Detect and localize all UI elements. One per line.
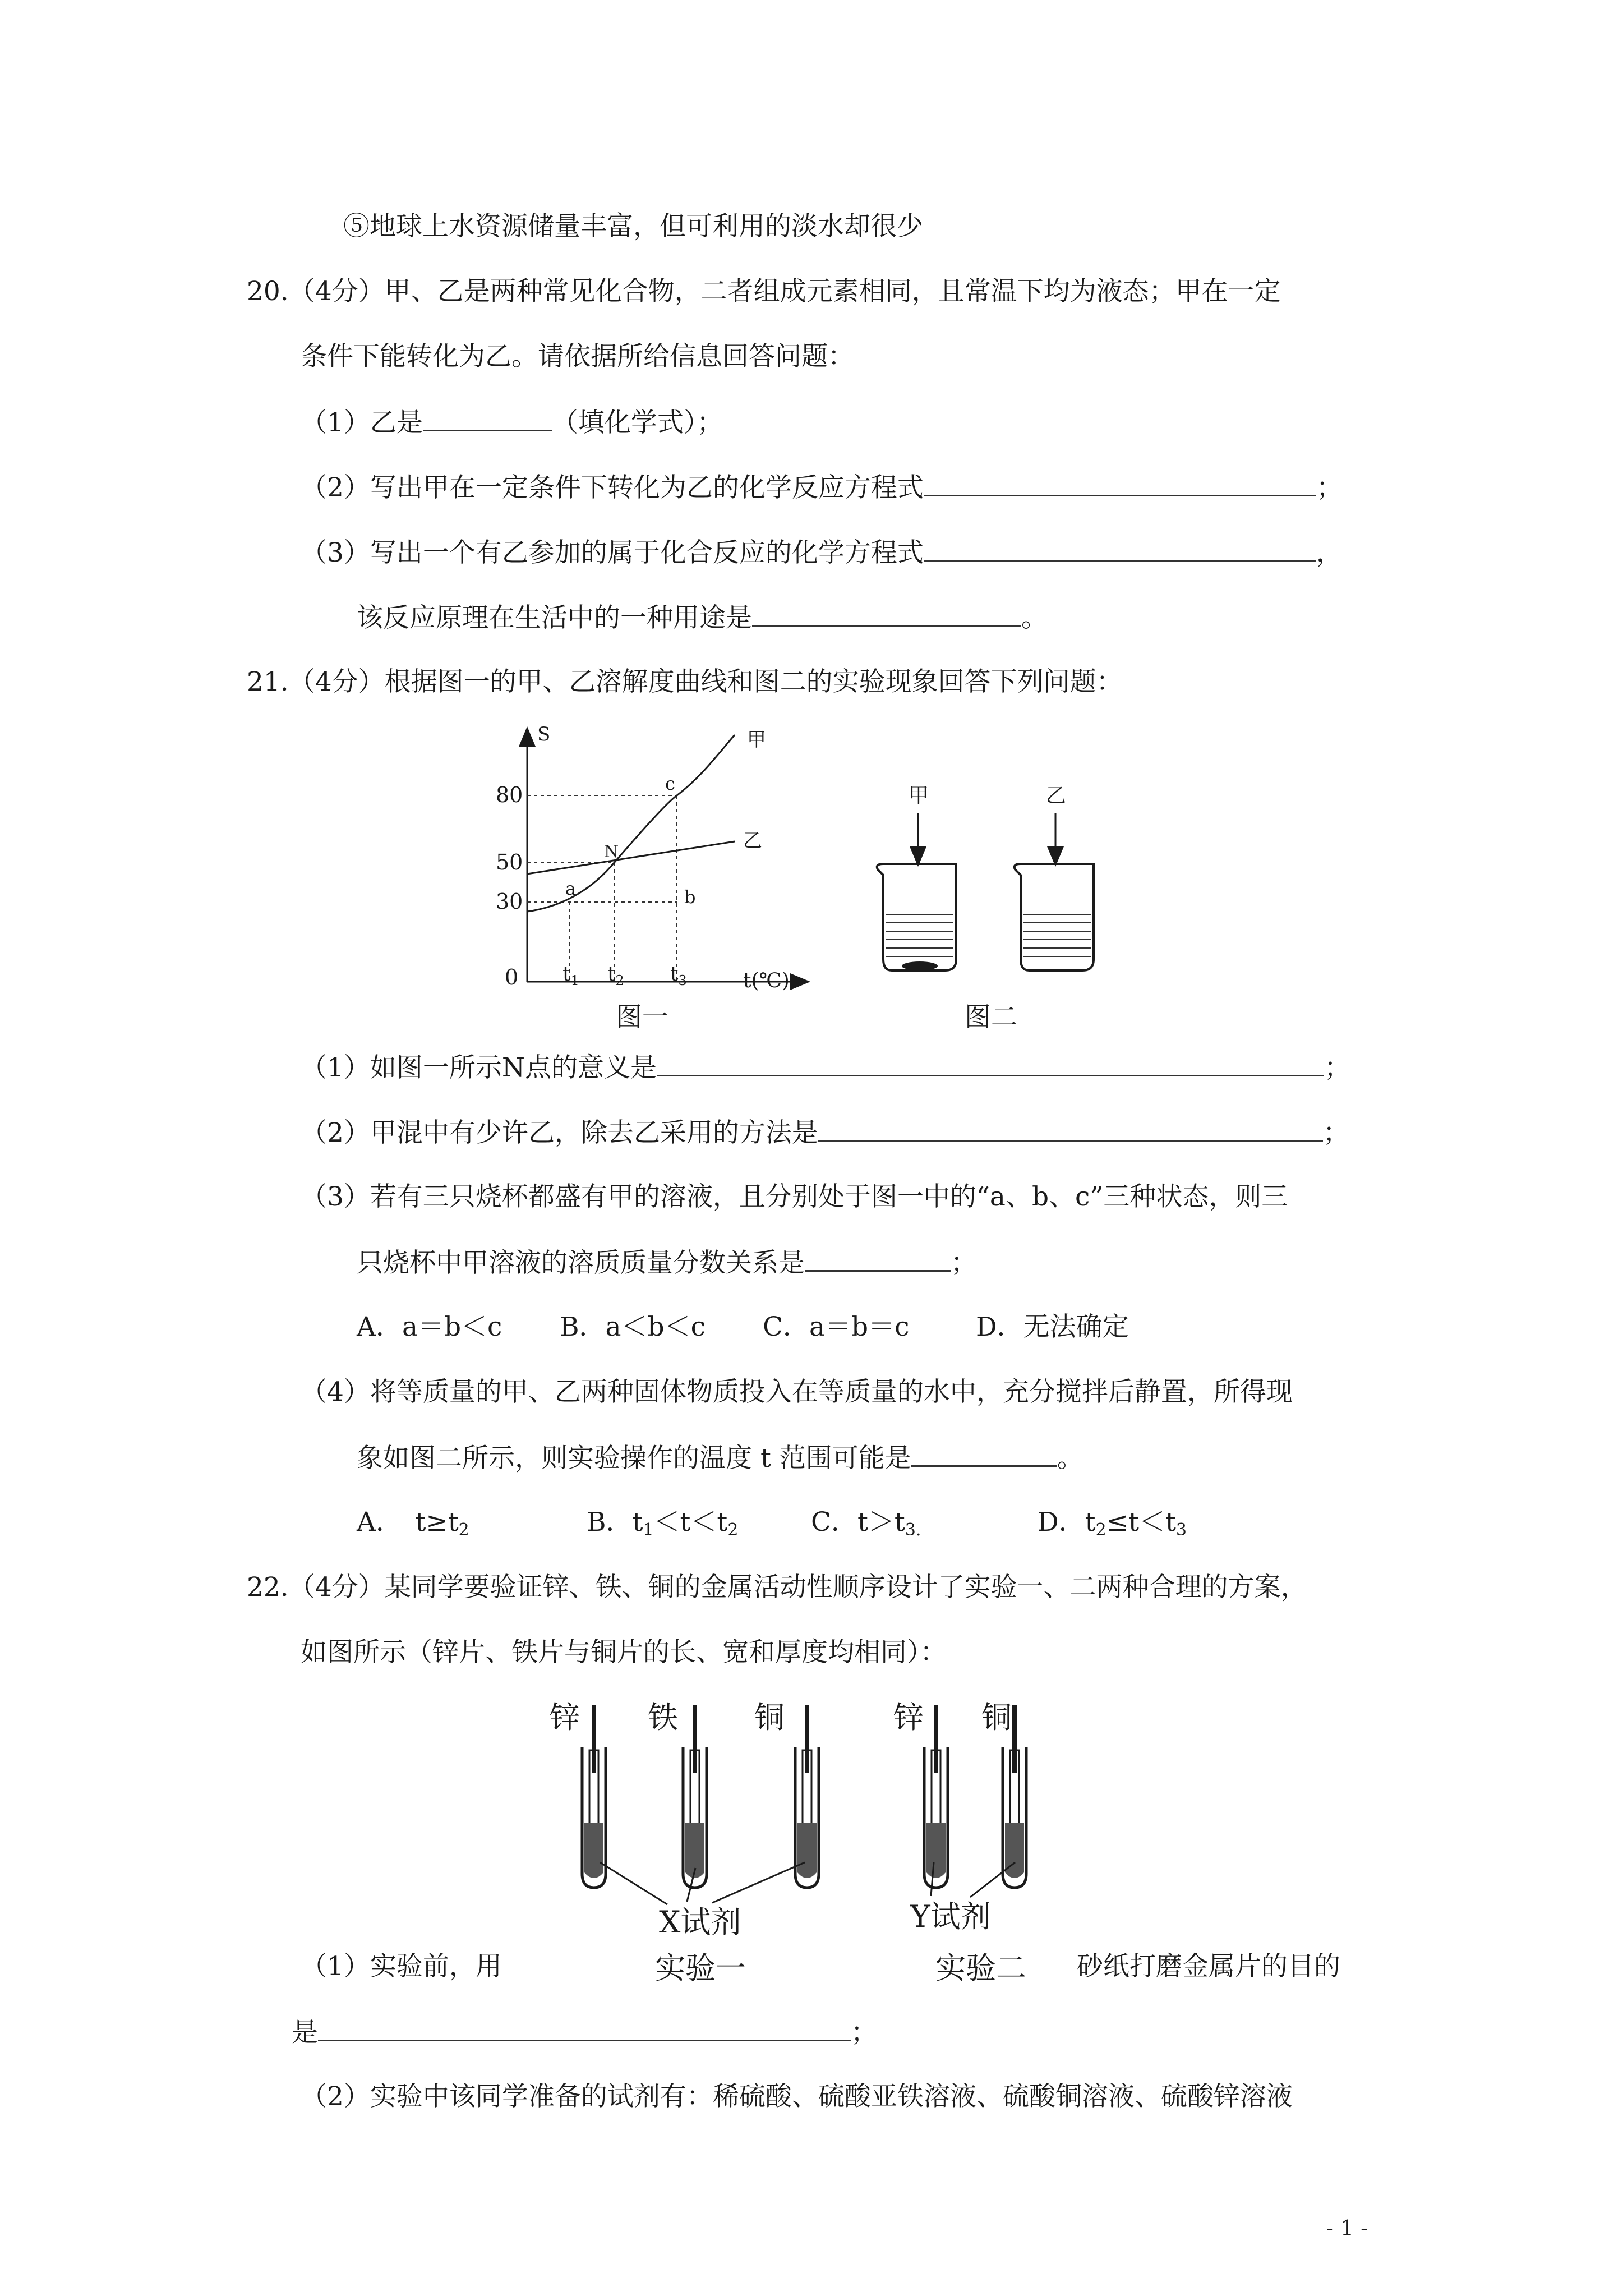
q21-p1-end: ；	[1324, 1052, 1351, 1083]
q21-p1-blank[interactable]	[657, 1050, 1324, 1076]
q21-part4-options	[357, 1506, 1187, 1547]
q20-p1-text: （1）乙是	[301, 407, 423, 438]
q21-p4-option-c: C．$t>t_{3.}$	[811, 1507, 921, 1540]
q21-p4-blank[interactable]	[911, 1441, 1057, 1467]
beakers-figure	[858, 780, 1127, 982]
test-tubes-figure	[538, 1694, 1066, 1941]
q21-part1	[301, 1050, 1350, 1085]
point-b-label: b	[684, 886, 696, 908]
reagent-y-label: Y试剂	[910, 1899, 991, 1934]
q21-stem: 21.（4分）根据图一的甲、乙溶解度曲线和图二的实验现象回答下列问题：	[247, 666, 1123, 697]
test-tube-zinc-1	[582, 1705, 606, 1888]
q21-p4-end: 。	[1057, 1443, 1083, 1474]
point-n-label: N	[604, 842, 619, 862]
beaker-jia	[877, 864, 956, 970]
exp1-label-zinc: 锌	[550, 1700, 580, 1735]
q20-p3-text: （3）写出一个有乙参加的属于化合反应的化学方程式	[301, 537, 924, 568]
q21-p2-text: （2）甲混中有少许乙，除去乙采用的方法是	[301, 1117, 818, 1148]
point-c-label: c	[665, 773, 675, 794]
test-tube-zinc-2	[924, 1705, 948, 1888]
q21-p4-option-a: A． $t\ge t_2$	[357, 1507, 469, 1540]
q20-p2-text: （2）写出甲在一定条件下转化为乙的化学反应方程式	[301, 472, 924, 503]
x-tick-t1: $t_1$	[562, 963, 579, 988]
point-a-label: a	[565, 878, 577, 899]
q20-p1-blank[interactable]	[423, 405, 552, 431]
q22-p1-end: ；	[851, 2017, 877, 2048]
fig2-caption: 图二	[965, 1002, 1017, 1033]
q20-p2-end: ；	[1316, 472, 1343, 503]
exp2-label-zinc: 锌	[893, 1700, 924, 1735]
q21-p3-option-b: B．a＜b＜c	[560, 1312, 706, 1342]
q21-p3-end: ；	[951, 1248, 977, 1278]
q22-part1-line2	[292, 2015, 877, 2050]
q20-p3-blank[interactable]	[924, 535, 1316, 562]
test-tube-iron	[683, 1705, 707, 1888]
exp1-label-copper: 铜	[754, 1700, 785, 1735]
beaker-yi	[1015, 864, 1094, 970]
beaker1-label: 甲	[909, 784, 929, 807]
q21-p2-end: ；	[1322, 1117, 1349, 1148]
exp1-caption: 实验一	[655, 1950, 746, 1986]
q20-p3-use-end: 。	[1021, 602, 1048, 633]
q21-p4-text: 象如图二所示，则实验操作的温度 t 范围可能是	[357, 1443, 911, 1474]
q20-p3-use-blank[interactable]	[752, 600, 1021, 627]
q21-p3-option-d: D．无法确定	[976, 1312, 1129, 1342]
exp2-label-copper: 铜	[981, 1700, 1012, 1735]
q20-part3-use	[357, 600, 1048, 635]
q21-part4-line1: （4）将等质量的甲、乙两种固体物质投入在等质量的水中，充分搅拌后静置，所得现	[301, 1377, 1293, 1407]
page-number: - 1 -	[1326, 2216, 1368, 2240]
exp1-label-iron: 铁	[648, 1700, 678, 1735]
q21-part3-line1: （3）若有三只烧杯都盛有甲的溶液，且分别处于图一中的“a、b、c”三种状态，则三	[301, 1181, 1288, 1212]
q21-p4-option-d: D．$t_2\le t<t_3$	[1038, 1507, 1187, 1540]
q22-part2: （2）实验中该同学准备的试剂有：稀硫酸、硫酸亚铁溶液、硫酸铜溶液、硫酸锌溶液	[301, 2081, 1293, 2112]
q22-stem-line2: 如图所示（锌片、铁片与铜片的长、宽和厚度均相同）：	[301, 1637, 947, 1668]
q20-p1-text2: （填化学式）；	[551, 407, 723, 438]
series-yi-label: 乙	[743, 830, 762, 852]
guide-lines	[527, 795, 677, 982]
y-tick-50: 50	[496, 850, 523, 875]
q20-part1	[301, 405, 723, 440]
q21-p3-option-c: C．a＝b＝c	[763, 1312, 910, 1342]
q20-stem-line2: 条件下能转化为乙。请依据所给信息回答问题：	[301, 341, 854, 372]
q21-p2-blank[interactable]	[818, 1115, 1323, 1142]
q20-p3-end: ，	[1316, 537, 1343, 568]
q22-p1-blank[interactable]	[318, 2015, 851, 2041]
q21-part4-line2	[357, 1441, 1083, 1475]
q20-part2	[301, 470, 1343, 505]
q21-part3-line2	[357, 1245, 977, 1280]
q19-item5: ⑤地球上水资源储量丰富，但可利用的淡水却很少	[343, 211, 923, 242]
q20-p3-use-text: 该反应原理在生活中的一种用途是	[357, 602, 752, 633]
q21-p1-text: （1）如图一所示N点的意义是	[301, 1052, 657, 1083]
y-axis-label: S	[537, 724, 551, 746]
y-tick-80: 80	[496, 783, 523, 807]
test-tube-copper-1	[795, 1705, 819, 1888]
solubility-chart	[488, 724, 836, 993]
q20-part3	[301, 535, 1343, 570]
series-yi-line	[527, 841, 735, 874]
x-tick-t2: $t_2$	[607, 963, 624, 988]
x-tick-t3: $t_3$	[670, 963, 687, 988]
exp2-caption: 实验二	[935, 1950, 1026, 1986]
q21-p3-blank[interactable]	[805, 1245, 951, 1272]
series-jia-curve	[527, 735, 735, 912]
x-axis-label: t(℃)	[743, 969, 790, 992]
q21-p4-option-b: B．$t_1<t<t_2$	[587, 1507, 739, 1540]
fig1-caption: 图一	[616, 1002, 668, 1033]
series-jia-label: 甲	[747, 729, 766, 751]
q22-stem-line1: 22.（4分）某同学要验证锌、铁、铜的金属活动性顺序设计了实验一、二两种合理的方案，	[247, 1572, 1307, 1603]
q20-stem-line1: 20.（4分）甲、乙是两种常见化合物，二者组成元素相同，且常温下均为液态；甲在一定	[247, 276, 1281, 307]
q21-p3-text: 只烧杯中甲溶液的溶质质量分数关系是	[357, 1248, 805, 1278]
q21-part3-options	[357, 1310, 1129, 1344]
y-tick-30: 30	[496, 889, 523, 914]
q21-part2	[301, 1115, 1349, 1150]
q22-part1-line1: （1）实验前，用	[301, 1951, 502, 1982]
q22-p1-text: 是	[292, 2017, 318, 2048]
q22-part1-purpose: 砂纸打磨金属片的目的	[1077, 1951, 1340, 1982]
beaker2-label: 乙	[1046, 784, 1067, 807]
x-tick-0: 0	[505, 965, 519, 990]
reagent-x-label: X试剂	[659, 1904, 741, 1940]
q20-p2-blank[interactable]	[924, 470, 1316, 496]
q21-p3-option-a: A．a＝b＜c	[357, 1312, 502, 1342]
